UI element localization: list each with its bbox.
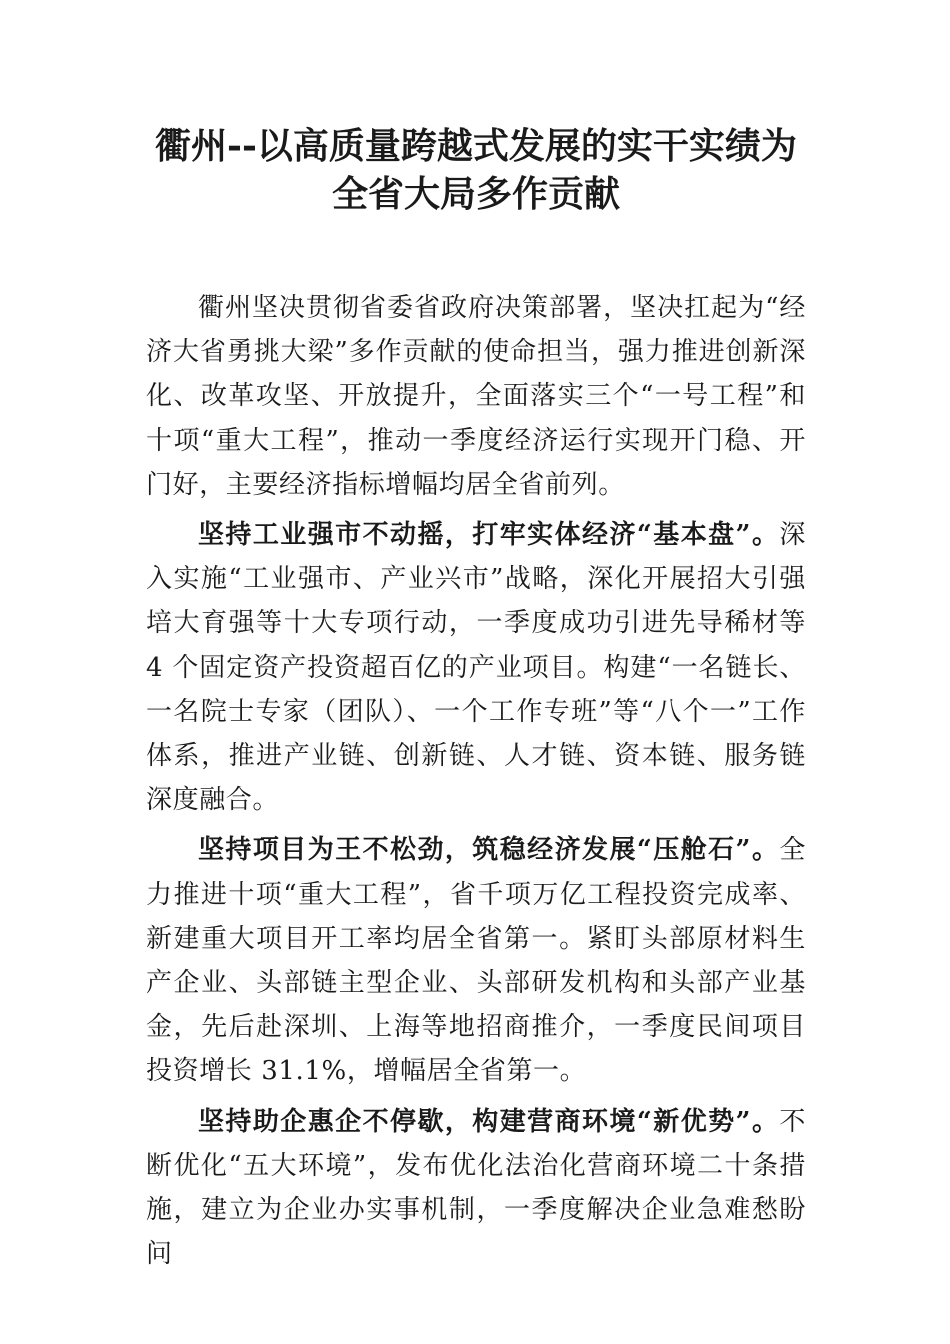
section-lead-industry: 坚持工业强市不动摇，打牢实体经济“基本盘”。 (198, 520, 780, 551)
section-paragraph-projects (146, 828, 806, 1093)
section-text-business: 不断优化“五大环境”，发布优化法治化营商环境二十条措施，建立为企业办实事机制，一季度解决企业急难愁盼问 (146, 1106, 806, 1270)
intro-paragraph: 衢州坚决贯彻省委省政府决策部署，坚决扛起为“经济大省勇挑大梁”多作贡献的使命担当，强力推进创新深化、改革攻坚、开放提升，全面落实三个“一号工程”和十项“重大工程”，推动一季度经济运行实现开门稳、开门好，主要经济指标增幅均居全省前列。 (146, 293, 806, 500)
section-text-industry: 深入实施“工业强市、产业兴市”战略，深化开展招大引强培大育强等十大专项行动，一季度成功引进先导稀材等 4 个固定资产投资超百亿的产业项目。构建“一名链长、一名院士专家（团队）、一个工作专班”等“八个一”工作体系，推进产业链、创新链、人才链、资本链、服务链深度融合。 (146, 520, 806, 816)
section-lead-business: 坚持助企惠企不停歇，构建营商环境“新优势”。 (198, 1106, 780, 1137)
section-paragraph-industry (146, 513, 806, 822)
title-line-2: 全省大局多作贡献 (331, 173, 620, 215)
section-text-projects: 全力推进十项“重大工程”，省千项万亿工程投资完成率、新建重大项目开工率均居全省第一。紧盯头部原材料生产企业、头部链主型企业、头部研发机构和头部产业基金，先后赴深圳、上海等地招商推介，一季度民间项目投资增长 31.1%，增幅居全省第一。 (146, 835, 806, 1087)
document-body (146, 286, 806, 1276)
document-title (146, 122, 806, 218)
section-lead-projects: 坚持项目为王不松劲，筑稳经济发展“压舱石”。 (198, 835, 780, 866)
title-line-1: 衢州--以高质量跨越式发展的实干实绩为 (155, 125, 797, 167)
document-page (146, 122, 806, 1282)
section-paragraph-business (146, 1100, 806, 1277)
